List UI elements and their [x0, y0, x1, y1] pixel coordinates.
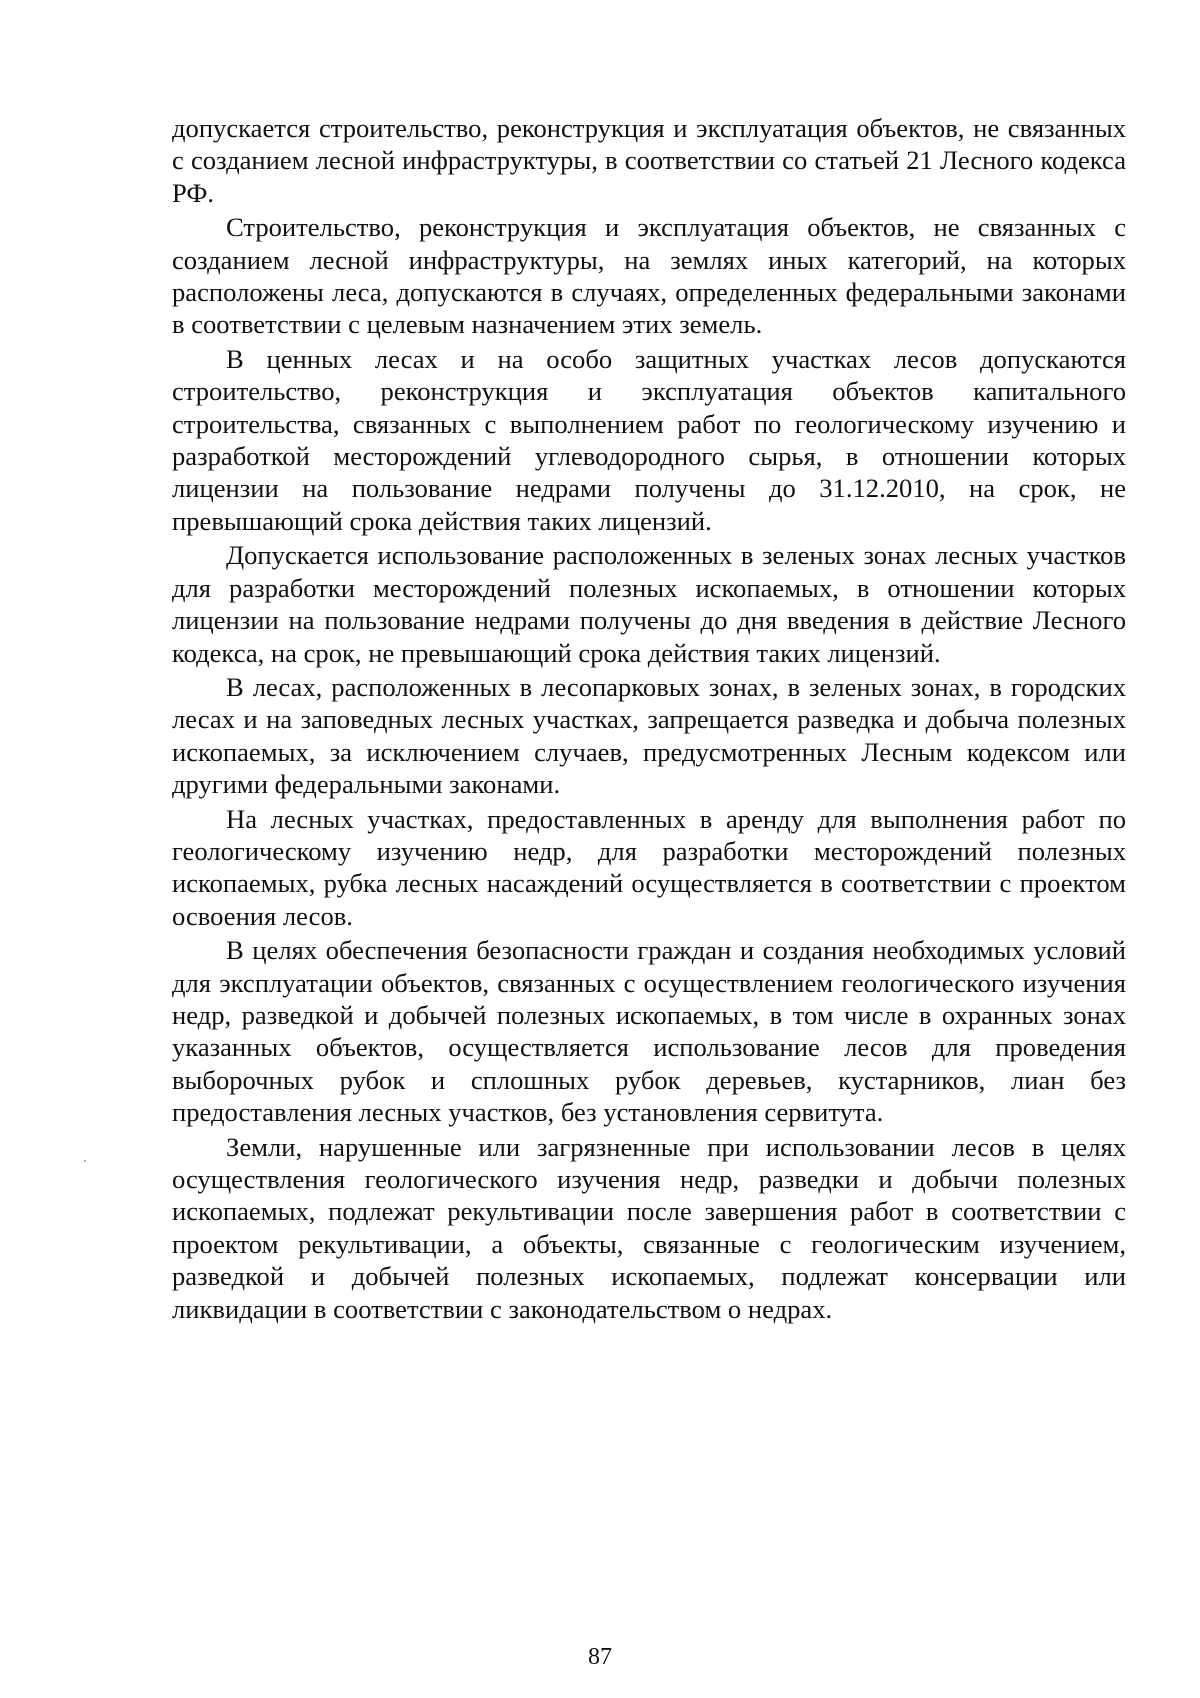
- paragraph-7: В целях обеспечения безопасности граждан и создания необходимых условий для эксплуатации объектов, связанных с осуществлением геологического изучения недр, разведкой и добычей полезных ископаемых, в том числе в охранных зонах указанных объектов, осуществляется использование лесов для проведения выборочных рубок и сплошных рубок деревьев, кустарников, лиан без предоставления лесных участков, без установления сервитута.: [172, 935, 1126, 1128]
- paragraph-6: На лесных участках, предоставленных в аренду для выполнения работ по геологическому изучению недр, для разработки месторождений полезных ископаемых, рубка лесных насаждений осуществляется в соответствии с проектом освоения лесов.: [172, 803, 1126, 931]
- page-number: 87: [588, 1644, 612, 1670]
- paragraph-2: Строительство, реконструкция и эксплуатация объектов, не связанных с созданием лесной инфраструктуры, на землях иных категорий, на которых расположены леса, допускаются в случаях, определенных федеральными законами в соответствии с целевым назначением этих земель.: [172, 212, 1126, 340]
- paragraph-4: Допускается использование расположенных в зеленых зонах лесных участков для разработки месторождений полезных ископаемых, в отношении которых лицензии на пользование недрами получены до дня введения в действие Лесного кодекса, на срок, не превышающий срока действия таких лицензий.: [172, 540, 1126, 668]
- paragraph-8: Земли, нарушенные или загрязненные при использовании лесов в целях осуществления геологического изучения недр, разведки и добычи полезных ископаемых, подлежат рекультивации после завершения работ в соответствии с проектом рекультивации, а объекты, связанные с геологическим изучением, разведкой и добычей полезных ископаемых, подлежат консервации или ликвидации в соответствии с законодательством о недрах.: [172, 1131, 1126, 1324]
- body-text: [172, 112, 1126, 1327]
- scan-speck: [84, 1160, 86, 1162]
- paragraph-5: В лесах, расположенных в лесопарковых зонах, в зеленых зонах, в городских лесах и на заповедных лесных участках, запрещается разведка и добыча полезных ископаемых, за исключением случаев, предусмотренных Лесным кодексом или другими федеральными законами.: [172, 671, 1126, 800]
- paragraph-3: В ценных лесах и на особо защитных участках лесов допускаются строительство, реконструкция и эксплуатация объектов капитального строительства, связанных с выполнением работ по геологическому изучению и разработкой месторождений углеводородного сырья, в отношении которых лицензии на пользование недрами получены до 31.12.2010, на срок, не превышающий срока действия таких лицензий.: [172, 343, 1126, 536]
- paragraph-1: допускается строительство, реконструкция и эксплуатация объектов, не связанных с созданием лесной инфраструктуры, в соответствии со статьей 21 Лесного кодекса РФ.: [172, 113, 1126, 208]
